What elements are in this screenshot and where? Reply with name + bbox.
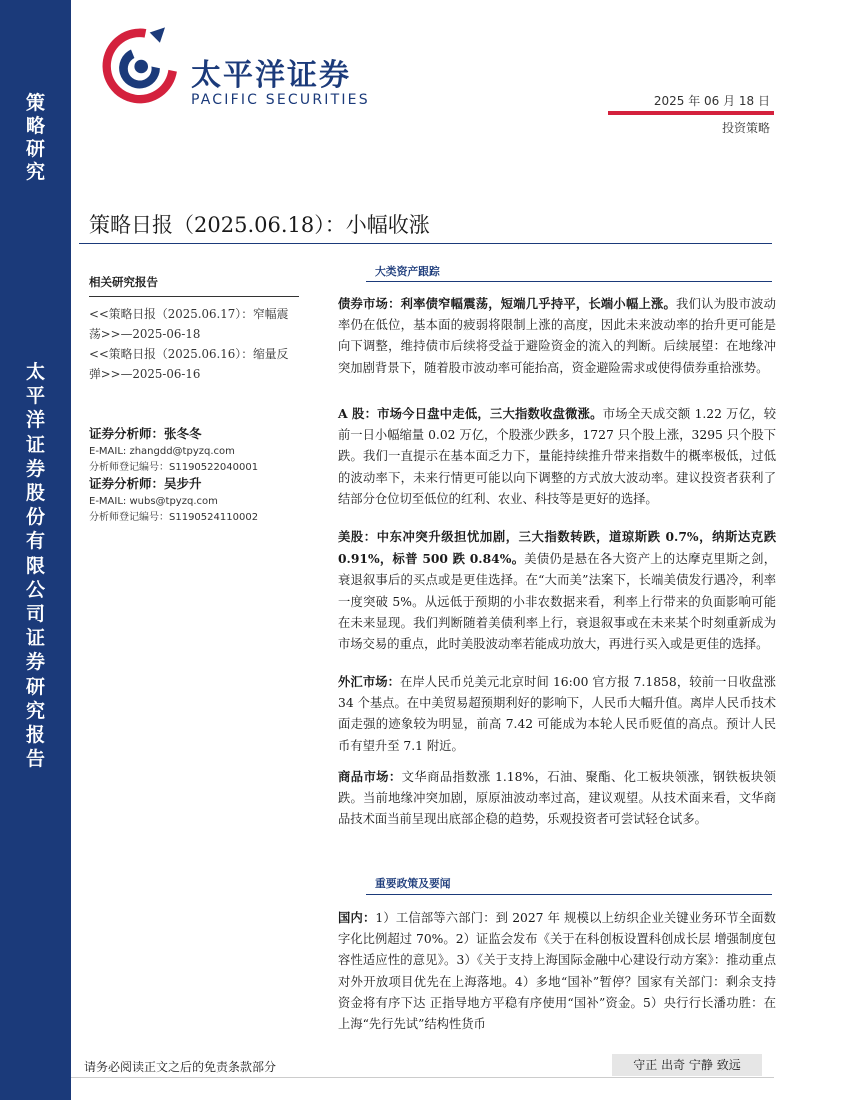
- sidebar-char: 限: [25, 554, 45, 577]
- footer-disclaimer: 请务必阅读正文之后的免责条款部分: [84, 1060, 277, 1074]
- section-heading-assets: 大类资产跟踪: [375, 265, 440, 278]
- paragraph-lead: 国内：: [338, 910, 376, 925]
- analyst-email[interactable]: E-MAIL: wubs@tpyzq.com: [89, 496, 218, 507]
- footer-divider: [71, 1077, 774, 1078]
- paragraph-body: 1）工信部等六部门：到 2027 年 规模以上纺织企业关键业务环节全面数字化比例超过 70%。2）证监会发布《关于在科创板设置科创成长层 增强制度包容性适应性的意见》。3）《关于支持上海国际金融中心建设行动方案》：推动重点对外开放项目优先在上海落地。4）多地“国补”暂停？国家有关部门：剩余支持资金将有序下达 正指导地方平稳有序使用“国补”资金。5）央行行长潘功胜：在上海“先行先试”结构性货币: [338, 911, 776, 1032]
- sidebar-char: 司: [25, 603, 45, 626]
- related-heading: 相关研究报告: [89, 275, 158, 289]
- paragraph-ashare: [338, 403, 776, 510]
- analyst-card: [89, 474, 309, 526]
- sidebar-char: 券: [25, 651, 45, 674]
- company-logo-icon: [97, 24, 182, 109]
- paragraph-us: [338, 526, 776, 655]
- analyst-email[interactable]: E-MAIL: zhangdd@tpyzq.com: [89, 446, 235, 457]
- brand-name-cn: 太平洋证券: [191, 58, 351, 93]
- paragraph-domestic: [338, 907, 776, 1035]
- page-title: 策略日报（2025.06.18）：小幅收涨: [89, 213, 430, 237]
- paragraph-body: 美债仍是悬在各大资产上的达摩克里斯之剑，衰退叙事后的买点或是更佳选择。在“大而美”法案下，长端美债发行遇冷，利率一度突破 5%。从远低于预期的小非农数据来看，利率上行带来的负面影响可能在未来显现。我们判断随着美债利率上行，衰退叙事或在未来某个时刻重新成为市场交易的重点，此时美股波动率若能成功放大，再进行买入或是更佳的选择。: [338, 552, 776, 652]
- sidebar-label-strategy: [0, 92, 71, 184]
- sidebar-char: 券: [25, 457, 45, 480]
- sidebar-char: 策: [25, 92, 45, 114]
- section-heading-policy: 重要政策及要闻: [375, 877, 451, 890]
- paragraph-lead: 商品市场：: [338, 769, 402, 784]
- section-divider: [366, 894, 772, 895]
- related-report-link[interactable]: <<策略日报（2025.06.17）：窄幅震荡>>—2025-06-18: [89, 307, 289, 341]
- paragraph-body: 我们认为股市波动率仍在低位，基本面的疲弱将限制上涨的高度，因此未来波动率的抬升更可能是向下调整，维持债市后续将受益于避险资金的流入的判断。后续展望：在地缘冲突加剧背景下，随着股市波动率可能抬高，资金避险需求或使得债券重拾涨势。: [338, 297, 776, 375]
- analyst-name: 证券分析师：吴步升: [89, 476, 202, 491]
- section-divider: [366, 281, 772, 282]
- sidebar-char: 略: [25, 115, 45, 137]
- header-accent-rule: [608, 111, 774, 115]
- analyst-name: 证券分析师：张冬冬: [89, 426, 202, 441]
- sidebar-char: 研: [25, 675, 45, 698]
- paragraph-body: 文华商品指数涨 1.18%，石油、聚酯、化工板块领涨，钢铁板块领跌。当前地缘冲突加剧，原原油波动率过高，建议观望。从技术面来看，文华商品技术面当前呈现出底部企稳的趋势，乐观投资者可尝试轻仓试多。: [338, 770, 776, 827]
- brand-name-en: PACIFIC SECURITIES: [191, 92, 370, 108]
- sidebar: [0, 0, 71, 1100]
- sidebar-char: 究: [25, 161, 45, 183]
- related-reports: [89, 274, 299, 384]
- paragraph-fx: [338, 671, 776, 757]
- paragraph-bond: [338, 293, 776, 379]
- sidebar-char: 研: [25, 138, 45, 160]
- sidebar-char: 太: [25, 361, 45, 383]
- paragraph-lead: 美股：中东冲突升级担忧加剧，三大指数转跌，道琼斯跌 0.7%，纳斯达克跌 0.91%，标普 500 跌 0.84%。: [338, 529, 776, 567]
- sidebar-char: 公: [25, 578, 45, 601]
- paragraph-lead: A 股：市场今日盘中走低，三大指数收盘微涨。: [338, 406, 603, 421]
- related-divider: [89, 296, 299, 297]
- analyst-registration: 分析师登记编号：S1190524110002: [89, 512, 259, 523]
- paragraph-lead: 债券市场：利率债窄幅震荡，短端几乎持平，长端小幅上涨。: [338, 296, 677, 311]
- report-date: 2025 年 06 月 18 日: [653, 94, 770, 108]
- analyst-registration: 分析师登记编号：S1190522040001: [89, 462, 259, 473]
- paragraph-lead: 外汇市场：: [338, 674, 401, 689]
- title-divider: [79, 243, 772, 244]
- report-category: 投资策略: [721, 121, 770, 135]
- sidebar-char: 份: [25, 506, 45, 529]
- sidebar-char: 究: [25, 699, 45, 722]
- footer-motto: 守正 出奇 宁静 致远: [612, 1054, 762, 1076]
- sidebar-char: 报: [25, 724, 45, 747]
- sidebar-char: 告: [25, 748, 45, 771]
- sidebar-char: 证: [25, 433, 45, 456]
- paragraph-body: 市场全天成交额 1.22 万亿，较前一日小幅缩量 0.02 万亿，个股涨少跌多，1727 只个股上涨，3295 只个股下跌。我们一直提示在基本面乏力下，量能持续推升带来指数牛的概率极低，过低的波动率下，未来行情更可能以向下调整的方式放大波动率。建议投资者获利了结部分仓位切至低位的红利、农业、科技等是更好的选择。: [338, 407, 776, 506]
- analyst-card: [89, 424, 309, 476]
- sidebar-char: 有: [25, 530, 45, 553]
- sidebar-label-company: [0, 360, 71, 771]
- paragraph-commodity: [338, 766, 776, 831]
- sidebar-char: 股: [25, 482, 45, 505]
- sidebar-char: 证: [25, 627, 45, 650]
- related-report-link[interactable]: <<策略日报（2025.06.16）：缩量反弹>>—2025-06-16: [89, 347, 289, 381]
- paragraph-body: 在岸人民币兑美元北京时间 16:00 官方报 7.1858，较前一日收盘涨 34 个基点。在中美贸易超预期利好的影响下，人民币大幅升值。离岸人民币技术面走强的迹象较为明显，前高 7.42 可能成为本轮人民币贬值的高点。预计人民币有望升至 7.1 附近。: [338, 675, 776, 753]
- sidebar-char: 平: [25, 385, 45, 408]
- sidebar-char: 洋: [25, 409, 45, 432]
